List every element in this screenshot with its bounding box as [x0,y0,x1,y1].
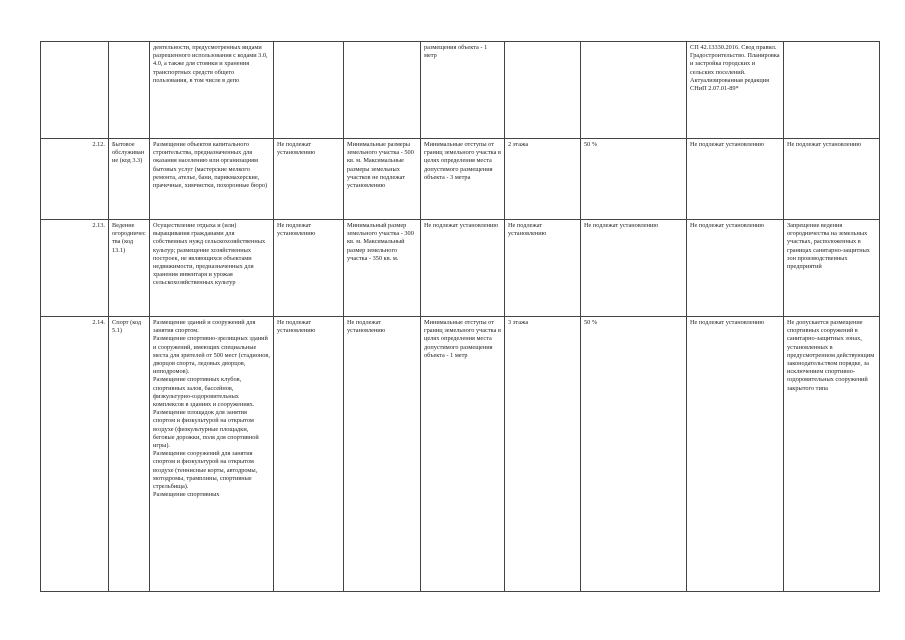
row-number [41,42,109,139]
land-use-description: Размещение объектов капитального строительства, предназначенных для оказания населению или организациям бытовых услуг (мастерские мелкого ремонта, ателье, бани, парикмахерские, прачечные, химчистки, похоронные бюро) [150,139,274,220]
cell-plot-size: Минимальный размер земельного участка - 300 кв. м. Максимальный размер земельного участка - 350 кв. м. [344,220,421,317]
row-number: 2.14. [41,317,109,592]
table-row [41,220,880,317]
cell-coverage [581,42,687,139]
cell-floors: 2 этажа [505,139,581,220]
land-use-type: Бытовое обслуживание (код 3.3) [109,139,150,220]
table-row [41,139,880,220]
cell-plot-size: Не подлежат установлению [344,317,421,592]
cell-restrictions: Запрещение ведения огородничества на земельных участках, расположенных в границах санитарно-защитных зон производственных предприятий [784,220,880,317]
table-row [41,317,880,592]
cell-col4: Не подлежат установлению [274,139,344,220]
cell-plot-size: Минимальные размеры земельного участка - 500 кв. м. Максимальные размеры земельных участков не подлежат установлению [344,139,421,220]
cell-coverage: 50 % [581,317,687,592]
cell-col4: Не подлежат установлению [274,220,344,317]
cell-col9: Не подлежат установлению [687,139,784,220]
cell-setbacks: Не подлежат установлению [421,220,505,317]
cell-coverage: 50 % [581,139,687,220]
cell-restrictions: Не допускается размещение спортивных сооружений в санитарно-защитных зонах, установленных в предусмотренном действующим законодательством порядке, за исключением спортивно-оздоровительных сооружений закрытого типа [784,317,880,592]
land-use-type: Ведение огородничества (код 13.1) [109,220,150,317]
table-row [41,42,880,139]
zoning-regulations-table [40,41,880,592]
cell-col9: Не подлежат установлению [687,220,784,317]
land-use-description: деятельности, предусмотренных видами разрешенного использования с кодами 3.0, 4.0, а также для стоянки и хранения транспортных средств общего пользования, в том числе в депо [150,42,274,139]
cell-setbacks: Минимальные отступы от границ земельного участка в целях определения места допустимого размещения объекта - 3 метра [421,139,505,220]
cell-plot-size [344,42,421,139]
row-number: 2.13. [41,220,109,317]
cell-setbacks: Минимальные отступы от границ земельного участка в целях определения места допустимого размещения объекта - 1 метр [421,317,505,592]
cell-col4: Не подлежат установлению [274,317,344,592]
cell-col4 [274,42,344,139]
land-use-description: Размещение зданий и сооружений для занятия спортом. Размещение спортивно-зрелищных зданий и сооружений, имеющих специальные места для зрителей от 500 мест (стадионов, дворцов спорта, ледовых дворцов, ипподромов). Размещение спортивных клубов, спортивных залов, бассейнов, физкультурно-оздоровительных комплексов в зданиях и сооружениях. Размещение площадок для занятия спортом и физкультурой на открытом воздухе (физкультурные площадки, беговые дорожки, поля для спортивной игры). Размещение сооружений для занятия спортом и физкультурой на открытом воздухе (теннисные корты, автодромы, мотодромы, трамплины, спортивные стрельбища). Размещение спортивных [150,317,274,592]
cell-col9: Не подлежат установлению [687,317,784,592]
cell-coverage: Не подлежат установлению [581,220,687,317]
land-use-type [109,42,150,139]
cell-floors [505,42,581,139]
cell-restrictions [784,42,880,139]
cell-restrictions: Не подлежат установлению [784,139,880,220]
land-use-type: Спорт (код 5.1) [109,317,150,592]
cell-setbacks: размещения объекта - 1 метр [421,42,505,139]
cell-floors: Не подлежат установлению [505,220,581,317]
cell-col9: СП 42.13330.2016. Свод правил. Градостроительство. Планировка и застройка городских и сельских поселений. Актуализированная редакция СНиП 2.07.01-89* [687,42,784,139]
cell-floors: 3 этажа [505,317,581,592]
row-number: 2.12. [41,139,109,220]
land-use-description: Осуществление отдыха и (или) выращивания гражданами для собственных нужд сельскохозяйственных культур; размещение хозяйственных построек, не являющихся объектами недвижимости, предназначенных для хранения инвентаря и урожая сельскохозяйственных культур [150,220,274,317]
